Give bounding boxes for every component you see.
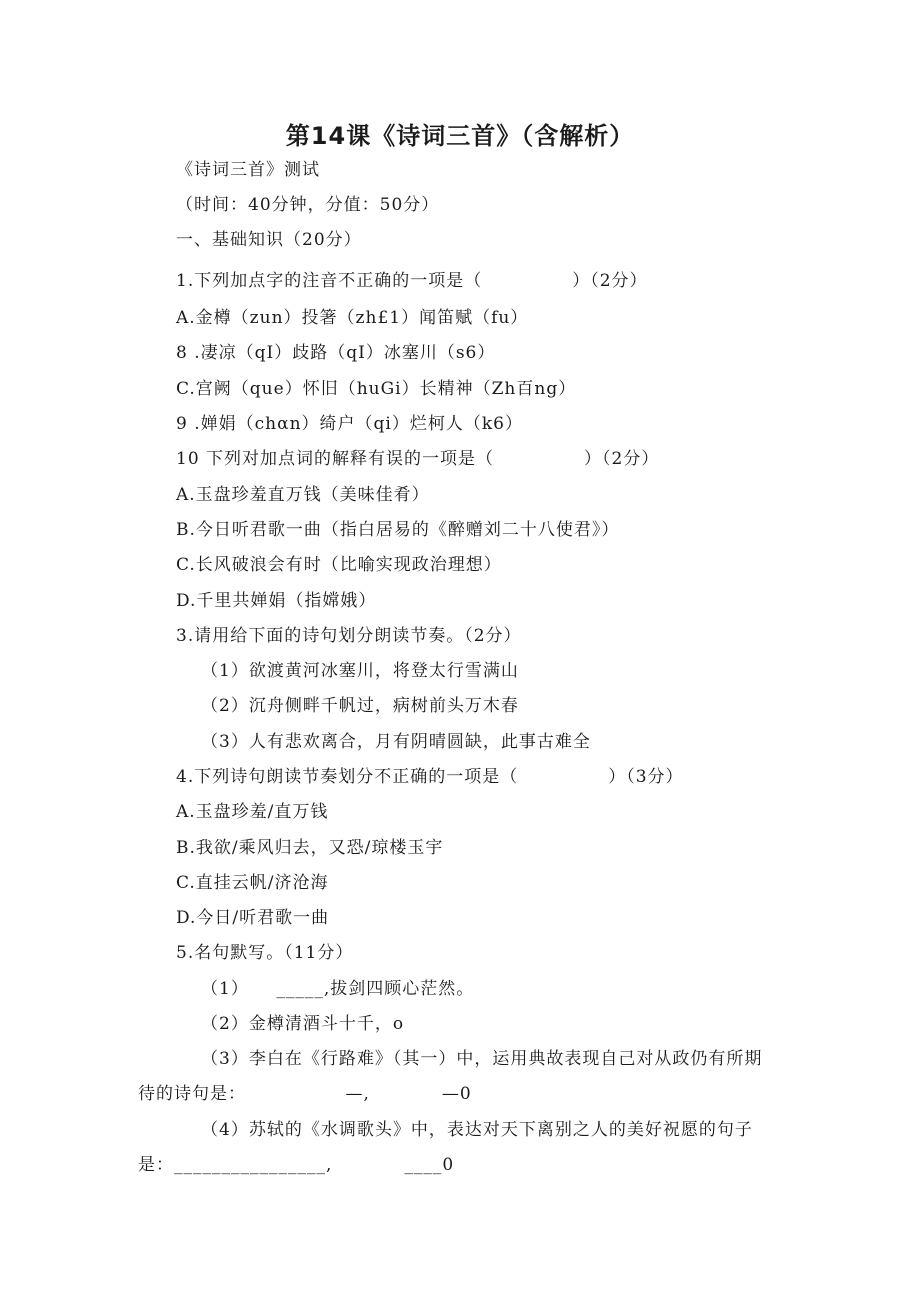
question-3-item-3: （3）人有悲欢离合，月有阴晴圆缺，此事古难全 bbox=[201, 732, 591, 752]
question-5-stem: 5.名句默写。（11分） bbox=[176, 943, 354, 963]
exam-meta: （时间：40分钟，分值：50分） bbox=[176, 195, 440, 215]
question-4-stem: 4.下列诗句朗读节奏划分不正确的一项是（ ）（3分） bbox=[176, 767, 684, 787]
question-4-option-b: B.我欲/乘风归去，又恐/琼楼玉宇 bbox=[176, 838, 444, 858]
section-heading: 一、基础知识（20分） bbox=[176, 230, 362, 250]
subtitle: 《诗词三首》测试 bbox=[176, 160, 320, 180]
question-3-stem: 3.请用给下面的诗句划分朗读节奏。（2分） bbox=[176, 626, 522, 646]
question-5-item-4-cont: 是：________________, ____0 bbox=[138, 1155, 455, 1175]
question-5-item-3-cont: 待的诗句是： —, —0 bbox=[138, 1084, 472, 1104]
question-5-item-2: （2）金樽清酒斗十千，o bbox=[201, 1014, 405, 1034]
question-3-item-1: （1）欲渡黄河冰塞川，将登太行雪满山 bbox=[201, 661, 519, 681]
question-2-option-a: A.玉盘珍羞直万钱（美味佳肴） bbox=[176, 485, 430, 505]
question-5-item-1: （1） _____,拔剑四顾心茫然。 bbox=[201, 979, 475, 999]
question-4-option-d: D.今日/听君歌一曲 bbox=[176, 908, 330, 928]
question-2-option-b: B.今日听君歌一曲（指白居易的《醉赠刘二十八使君》） bbox=[176, 520, 620, 540]
question-1-option-a: A.金樽（zun）投箸（zh£1）闻笛赋（fu） bbox=[176, 308, 529, 328]
question-4-option-a: A.玉盘珍羞/直万钱 bbox=[176, 802, 329, 822]
question-1-stem: 1.下列加点字的注音不正确的一项是（ ）（2分） bbox=[176, 271, 648, 291]
question-4-option-c: C.直挂云帆/济沧海 bbox=[176, 873, 329, 893]
question-1-option-c: C.宫阙（que）怀旧（huGi）长精神（Zh百ng） bbox=[176, 379, 577, 399]
question-2-option-d: D.千里共婵娟（指嫦娥） bbox=[176, 591, 377, 611]
question-1-option-d: 9 .婵娟（chαn）绮户（qi）烂柯人（k6） bbox=[176, 414, 523, 434]
document-title: 第14课《诗词三首》（含解析） bbox=[285, 122, 635, 150]
question-3-item-2: （2）沉舟侧畔千帆过，病树前头万木春 bbox=[201, 696, 519, 716]
question-5-item-4: （4）苏轼的《水调歌头》中，表达对天下离别之人的美好祝愿的句子 bbox=[201, 1120, 753, 1140]
question-1-option-b: 8 .凄凉（qI）歧路（qI）冰塞川（s6） bbox=[176, 343, 496, 363]
question-2-stem: 10 下列对加点词的解释有误的一项是（ ）（2分） bbox=[176, 449, 660, 469]
question-2-option-c: C.长风破浪会有时（比喻实现政治理想） bbox=[176, 555, 502, 575]
question-5-item-3: （3）李白在《行路难》（其一）中，运用典故表现自己对从政仍有所期 bbox=[201, 1049, 763, 1069]
